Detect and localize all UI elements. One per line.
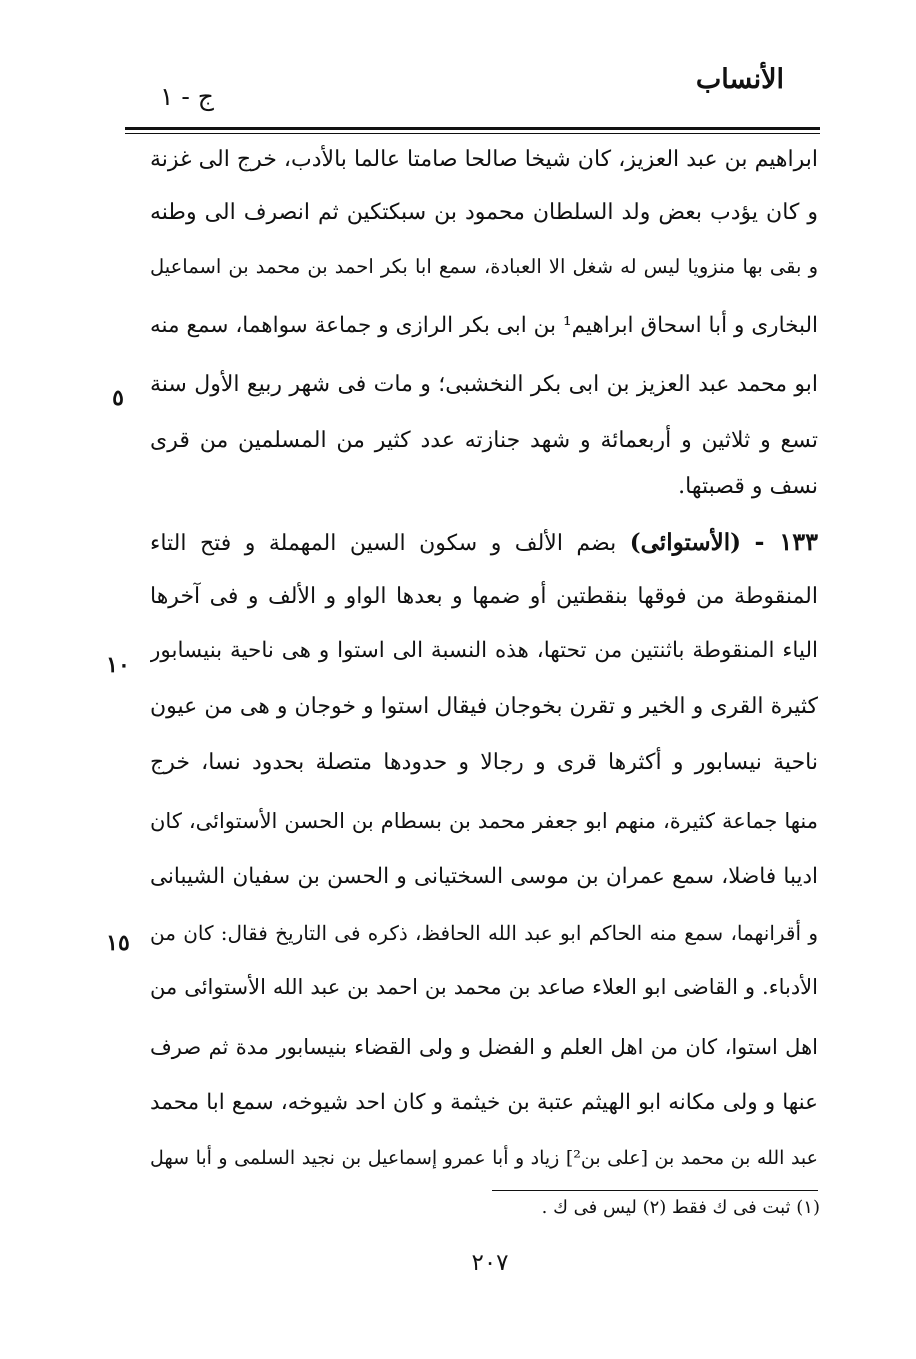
text-line-15: و أقرانهما، سمع منه الحاكم ابو عبد الله الحافظ، ذكره فى التاريخ فقال: كان من <box>150 921 818 945</box>
text-line-6: تسع و ثلاثين و أربعمائة و شهد جنازته عدد كثير من المسلمين من قرى <box>150 428 818 453</box>
footnote-rule <box>492 1190 818 1191</box>
margin-line-number-15: ١٥ <box>106 930 130 956</box>
text-line-13: منها جماعة كثيرة، منهم ابو جعفر محمد بن بسطام بن الحسن الأستوائى، كان <box>150 809 818 833</box>
header-rule-thick <box>125 127 820 130</box>
entry-name: (الأستوائى) <box>629 529 742 556</box>
entry-heading-text: بضم الألف و سكون السين المهملة و فتح التاء <box>150 531 617 556</box>
header-rule-thin <box>125 133 820 134</box>
text-line-12: ناحية نيسابور و أكثرها قرى و رجالا و حدودها متصلة بحدود نسا، خرج <box>150 750 818 775</box>
footnotes: (١) ثبت فى ك فقط (٢) ليس فى ك . <box>541 1197 820 1218</box>
text-line-19: عبد الله بن محمد بن [على بن²] زياد و أبا عمرو إسماعيل بن نجيد السلمى و أبا سهل <box>150 1147 818 1169</box>
entry-heading-line <box>150 517 818 567</box>
text-line-3: و بقى بها منزويا ليس له شغل الا العبادة، سمع ابا بكر احمد بن محمد بن اسماعيل <box>150 255 818 278</box>
page-number: ٢٠٧ <box>471 1250 509 1276</box>
text-line-7: نسف و قصبتها. <box>678 474 818 499</box>
text-line-16: الأدباء. و القاضى ابو العلاء صاعد بن محمد بن احمد بن عبد الله الأستوائى من <box>150 975 818 999</box>
text-line-14: اديبا فاضلا، سمع عمران بن موسى السختيانى و الحسن بن سفيان الشيبانى <box>150 864 818 889</box>
text-line-17: اهل استوا، كان من اهل العلم و الفضل و ولى القضاء بنيسابور مدة ثم صرف <box>150 1035 818 1059</box>
text-line-4: البخارى و أبا اسحاق ابراهيم¹ بن ابى بكر الرازى و جماعة سواهما، سمع منه <box>150 313 818 338</box>
running-header-volume: ج - ١ <box>160 82 214 111</box>
text-line-9: المنقوطة من فوقها بنقطتين أو ضمها و بعدها الواو و الألف و فى آخرها <box>150 584 818 609</box>
text-line-18: عنها و ولى مكانه ابو الهيثم عتبة بن خيثمة و كان احد شيوخه، سمع ابا محمد <box>150 1090 818 1115</box>
text-line-1: ابراهيم بن عبد العزيز، كان شيخا صالحا صامتا عالما بالأدب، خرج الى غزنة <box>150 147 818 172</box>
text-line-5: ابو محمد عبد العزيز بن ابى بكر النخشبى؛ و مات فى شهر ربيع الأول سنة <box>150 372 818 397</box>
entry-number: ١٣٣ - <box>754 527 818 556</box>
text-line-10: الياء المنقوطة باثنتين من تحتها، هذه النسبة الى استوا و هى ناحية بنيسابور <box>150 638 818 663</box>
text-line-2: و كان يؤدب بعض ولد السلطان محمود بن سبكتكين ثم انصرف الى وطنه <box>150 200 818 225</box>
margin-line-number-10: ١٠ <box>106 652 130 678</box>
running-header-title: الأنساب <box>695 64 784 95</box>
text-line-11: كثيرة القرى و الخير و تقرن بخوجان فيقال استوا و خوجان و هى من عيون <box>150 694 818 719</box>
margin-line-number-5: ٥ <box>112 385 124 411</box>
